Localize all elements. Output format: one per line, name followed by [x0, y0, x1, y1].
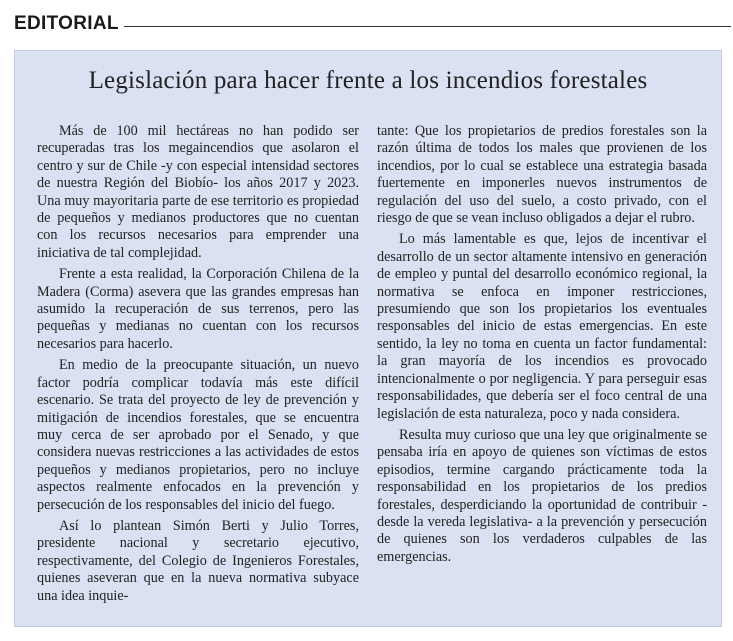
- paragraph: Así lo plantean Simón Berti y Julio Torres, presidente nacional y secretario ejecutivo, respectivamente, del Colegio de Ingenieros Forestales, quienes aseveran que en la nueva normativa subyace una idea inquie-: [37, 517, 359, 604]
- paragraph: Frente a esta realidad, la Corporación Chilena de la Madera (Corma) asevera que las grandes empresas han asumido la recuperación de sus terrenos, pero las pequeñas y medianas no cuentan con los recursos necesarios para hacerlo.: [37, 266, 359, 352]
- left-column: [37, 123, 359, 609]
- paragraph: Lo más lamentable es que, lejos de incentivar el desarrollo de un sector altamente intensivo en generación de empleo y puntal del desarrollo económico regional, la normativa se enfoca en imponer restricciones, presumiendo que son los propietarios los eventuales responsables del inicio de estas emergencias. En este sentido, la ley no toma en cuenta un factor fundamental: la gran mayoría de los incendios es provocado intencionalmente o por negligencia. Y para perseguir esas responsabilidades, que debería ser el foco central de una legislación de esta naturaleza, poco y nada considera.: [377, 231, 707, 422]
- section-header: [14, 10, 731, 40]
- section-label: EDITORIAL: [14, 13, 119, 34]
- paragraph: En medio de la preocupante situación, un nuevo factor podría complicar todavía más este difícil escenario. Se trata del proyecto de ley de prevención y mitigación de incendios forestales, que se encuentra muy cerca de ser aprobado por el Senado, y que considera nuevas restricciones a las actividades de estos pequeños y medianos propietarios, pero no incluye aspectos realmente enfocados en la prevención y persecución de los responsables del inicio del fuego.: [37, 357, 359, 513]
- paragraph: Resulta muy curioso que una ley que originalmente se pensaba iría en apoyo de quienes son víctimas de estos episodios, termine cargando prácticamente toda la responsabilidad en los propietarios de los predios forestales, desperdiciando la oportunidad de contribuir -desde la vereda legislativa- a la prevención y persecución de quienes son los verdaderos culpables de las emergencias.: [377, 426, 707, 565]
- editorial-title: Legislación para hacer frente a los incendios forestales: [88, 67, 648, 94]
- right-column: [377, 123, 707, 570]
- header-rule: [124, 26, 731, 27]
- paragraph: Más de 100 mil hectáreas no han podido ser recuperadas tras los megaincendios que asolaron el centro y sur de Chile -y con especial intensidad sectores de nuestra Región del Biobío- los años 2017 y 2023. Una muy mayoritaria parte de ese territorio es propiedad de pequeños y medianos productores que no cuentan con los recursos necesarios para emprender una iniciativa de tal complejidad.: [37, 123, 359, 261]
- editorial-box: [14, 50, 722, 627]
- paragraph-continued: tante: Que los propietarios de predios forestales son la razón última de todos los males que provienen de los incendios, por lo cual se establece una estrategia basada fuertemente en imponerles nuevos instrumentos de regulación del uso del suelo, a costo privado, con el riesgo de que se vean incluso obligados a dejar el rubro.: [377, 123, 707, 227]
